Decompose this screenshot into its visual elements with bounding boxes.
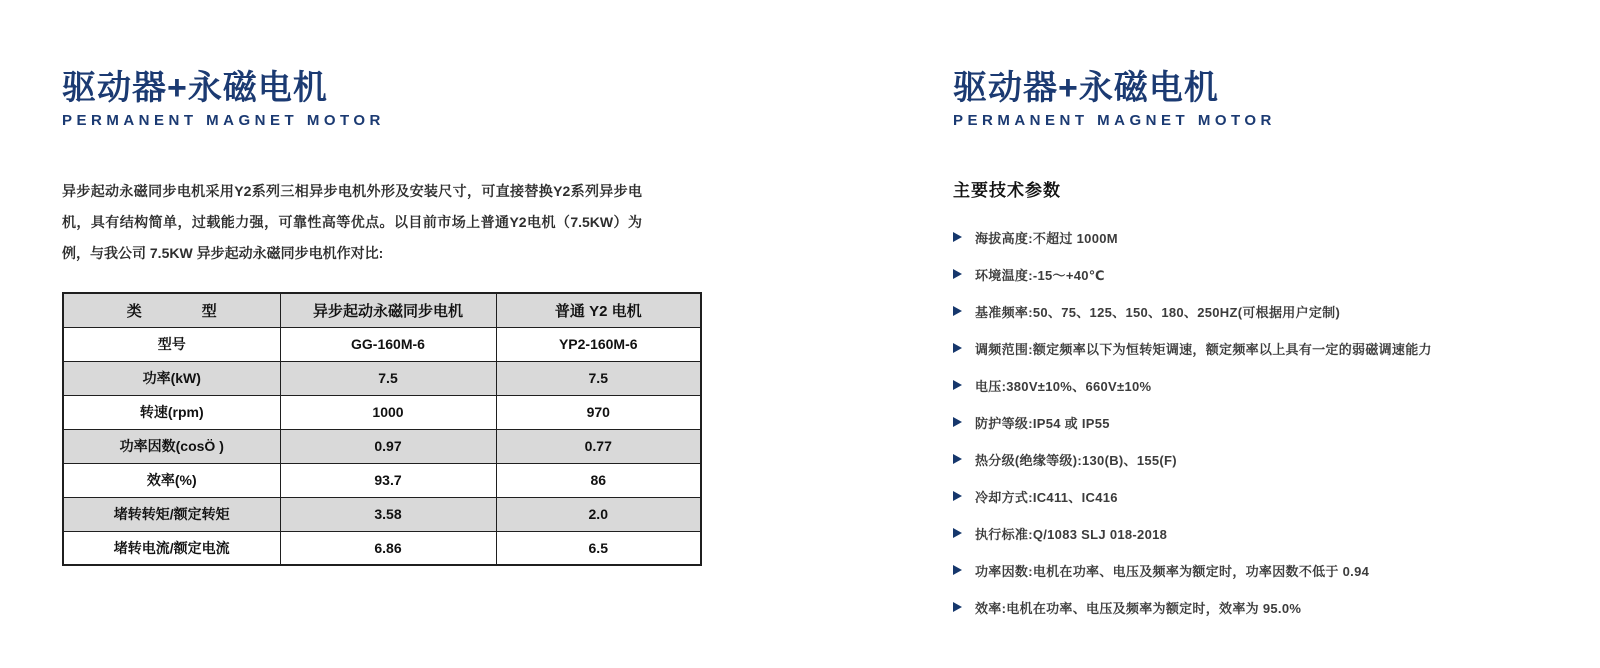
left-column [62,70,712,566]
list-item [953,229,1583,245]
table-cell-pm-value: 0.97 [280,429,496,463]
triangle-bullet-icon [953,380,962,390]
table-cell-label: 功率因数(cosÖ ) [63,429,280,463]
parameter-text: 执行标准:Q/1083 SLJ 018-2018 [975,526,1168,542]
list-item [953,414,1583,430]
triangle-bullet-icon [953,454,962,464]
list-item [953,562,1583,578]
table-cell-y2-value: 86 [496,463,701,497]
parameter-text: 环境温度:-15～+40℃ [975,267,1105,283]
list-item [953,451,1583,467]
list-item [953,599,1583,615]
page-title: 驱动器+永磁电机 [62,69,328,107]
table-cell-y2-value: 2.0 [496,497,701,531]
page-subtitle: PERMANENT MAGNET MOTOR [62,112,385,129]
table-row [63,361,701,395]
table-row [63,395,701,429]
table-cell-pm-value: GG-160M-6 [280,327,496,361]
section-heading-tech-params: 主要技术参数 [953,181,1061,200]
triangle-bullet-icon [953,306,962,316]
parameter-text: 调频范围:额定频率以下为恒转矩调速，额定频率以上具有一定的弱磁调速能力 [975,341,1432,357]
table-header-y2-motor: 普通 Y2 电机 [496,293,701,327]
table-row [63,327,701,361]
table-cell-pm-value: 6.86 [280,531,496,565]
list-item [953,525,1583,541]
triangle-bullet-icon [953,491,962,501]
table-header-row [63,293,701,327]
list-item [953,303,1583,319]
parameter-text: 防护等级:IP54 或 IP55 [975,415,1110,431]
table-cell-y2-value: 6.5 [496,531,701,565]
parameter-text: 冷却方式:IC411、IC416 [975,489,1118,505]
parameter-text: 效率:电机在功率、电压及频率为额定时，效率为 95.0% [975,600,1302,616]
table-cell-y2-value: 0.77 [496,429,701,463]
table-cell-label: 型号 [63,327,280,361]
triangle-bullet-icon [953,565,962,575]
triangle-bullet-icon [953,343,962,353]
parameter-text: 基准频率:50、75、125、150、180、250HZ(可根据用户定制) [975,304,1341,320]
triangle-bullet-icon [953,417,962,427]
parameter-text: 功率因数:电机在功率、电压及频率为额定时，功率因数不低于 0.94 [975,563,1370,579]
table-row [63,463,701,497]
triangle-bullet-icon [953,269,962,279]
table-header-pm-motor: 异步起动永磁同步电机 [280,293,496,327]
table-cell-label: 功率(kW) [63,361,280,395]
page-title: 驱动器+永磁电机 [953,69,1219,107]
intro-paragraph: 异步起动永磁同步电机采用Y2系列三相异步电机外形及安装尺寸，可直接替换Y2系列异步电机，具有结构简单，过载能力强，可靠性高等优点。以目前市场上普通Y2电机（7.5KW）为例，与我公司 7.5KW 异步起动永磁同步电机作对比: [62,183,642,261]
parameter-text: 电压:380V±10%、660V±10% [975,378,1152,394]
parameter-text: 海拔高度:不超过 1000M [975,230,1118,246]
table-cell-y2-value: 970 [496,395,701,429]
table-cell-label: 堵转电流/额定电流 [63,531,280,565]
page-subtitle: PERMANENT MAGNET MOTOR [953,112,1276,129]
table-cell-y2-value: YP2-160M-6 [496,327,701,361]
list-item [953,377,1583,393]
triangle-bullet-icon [953,528,962,538]
table-cell-label: 转速(rpm) [63,395,280,429]
list-item [953,266,1583,282]
table-cell-label: 效率(%) [63,463,280,497]
table-row [63,429,701,463]
table-cell-pm-value: 7.5 [280,361,496,395]
table-header-type: 类 型 [63,293,280,327]
triangle-bullet-icon [953,232,962,242]
right-column [953,70,1583,636]
table-cell-pm-value: 1000 [280,395,496,429]
table-cell-label: 堵转转矩/额定转矩 [63,497,280,531]
comparison-table-body [63,327,701,565]
comparison-table [62,292,702,566]
list-item [953,488,1583,504]
triangle-bullet-icon [953,602,962,612]
table-cell-y2-value: 7.5 [496,361,701,395]
table-row [63,497,701,531]
parameter-list [953,229,1583,615]
parameter-text: 热分级(绝缘等级):130(B)、155(F) [975,452,1177,468]
table-cell-pm-value: 93.7 [280,463,496,497]
list-item [953,340,1583,356]
table-cell-pm-value: 3.58 [280,497,496,531]
table-row [63,531,701,565]
